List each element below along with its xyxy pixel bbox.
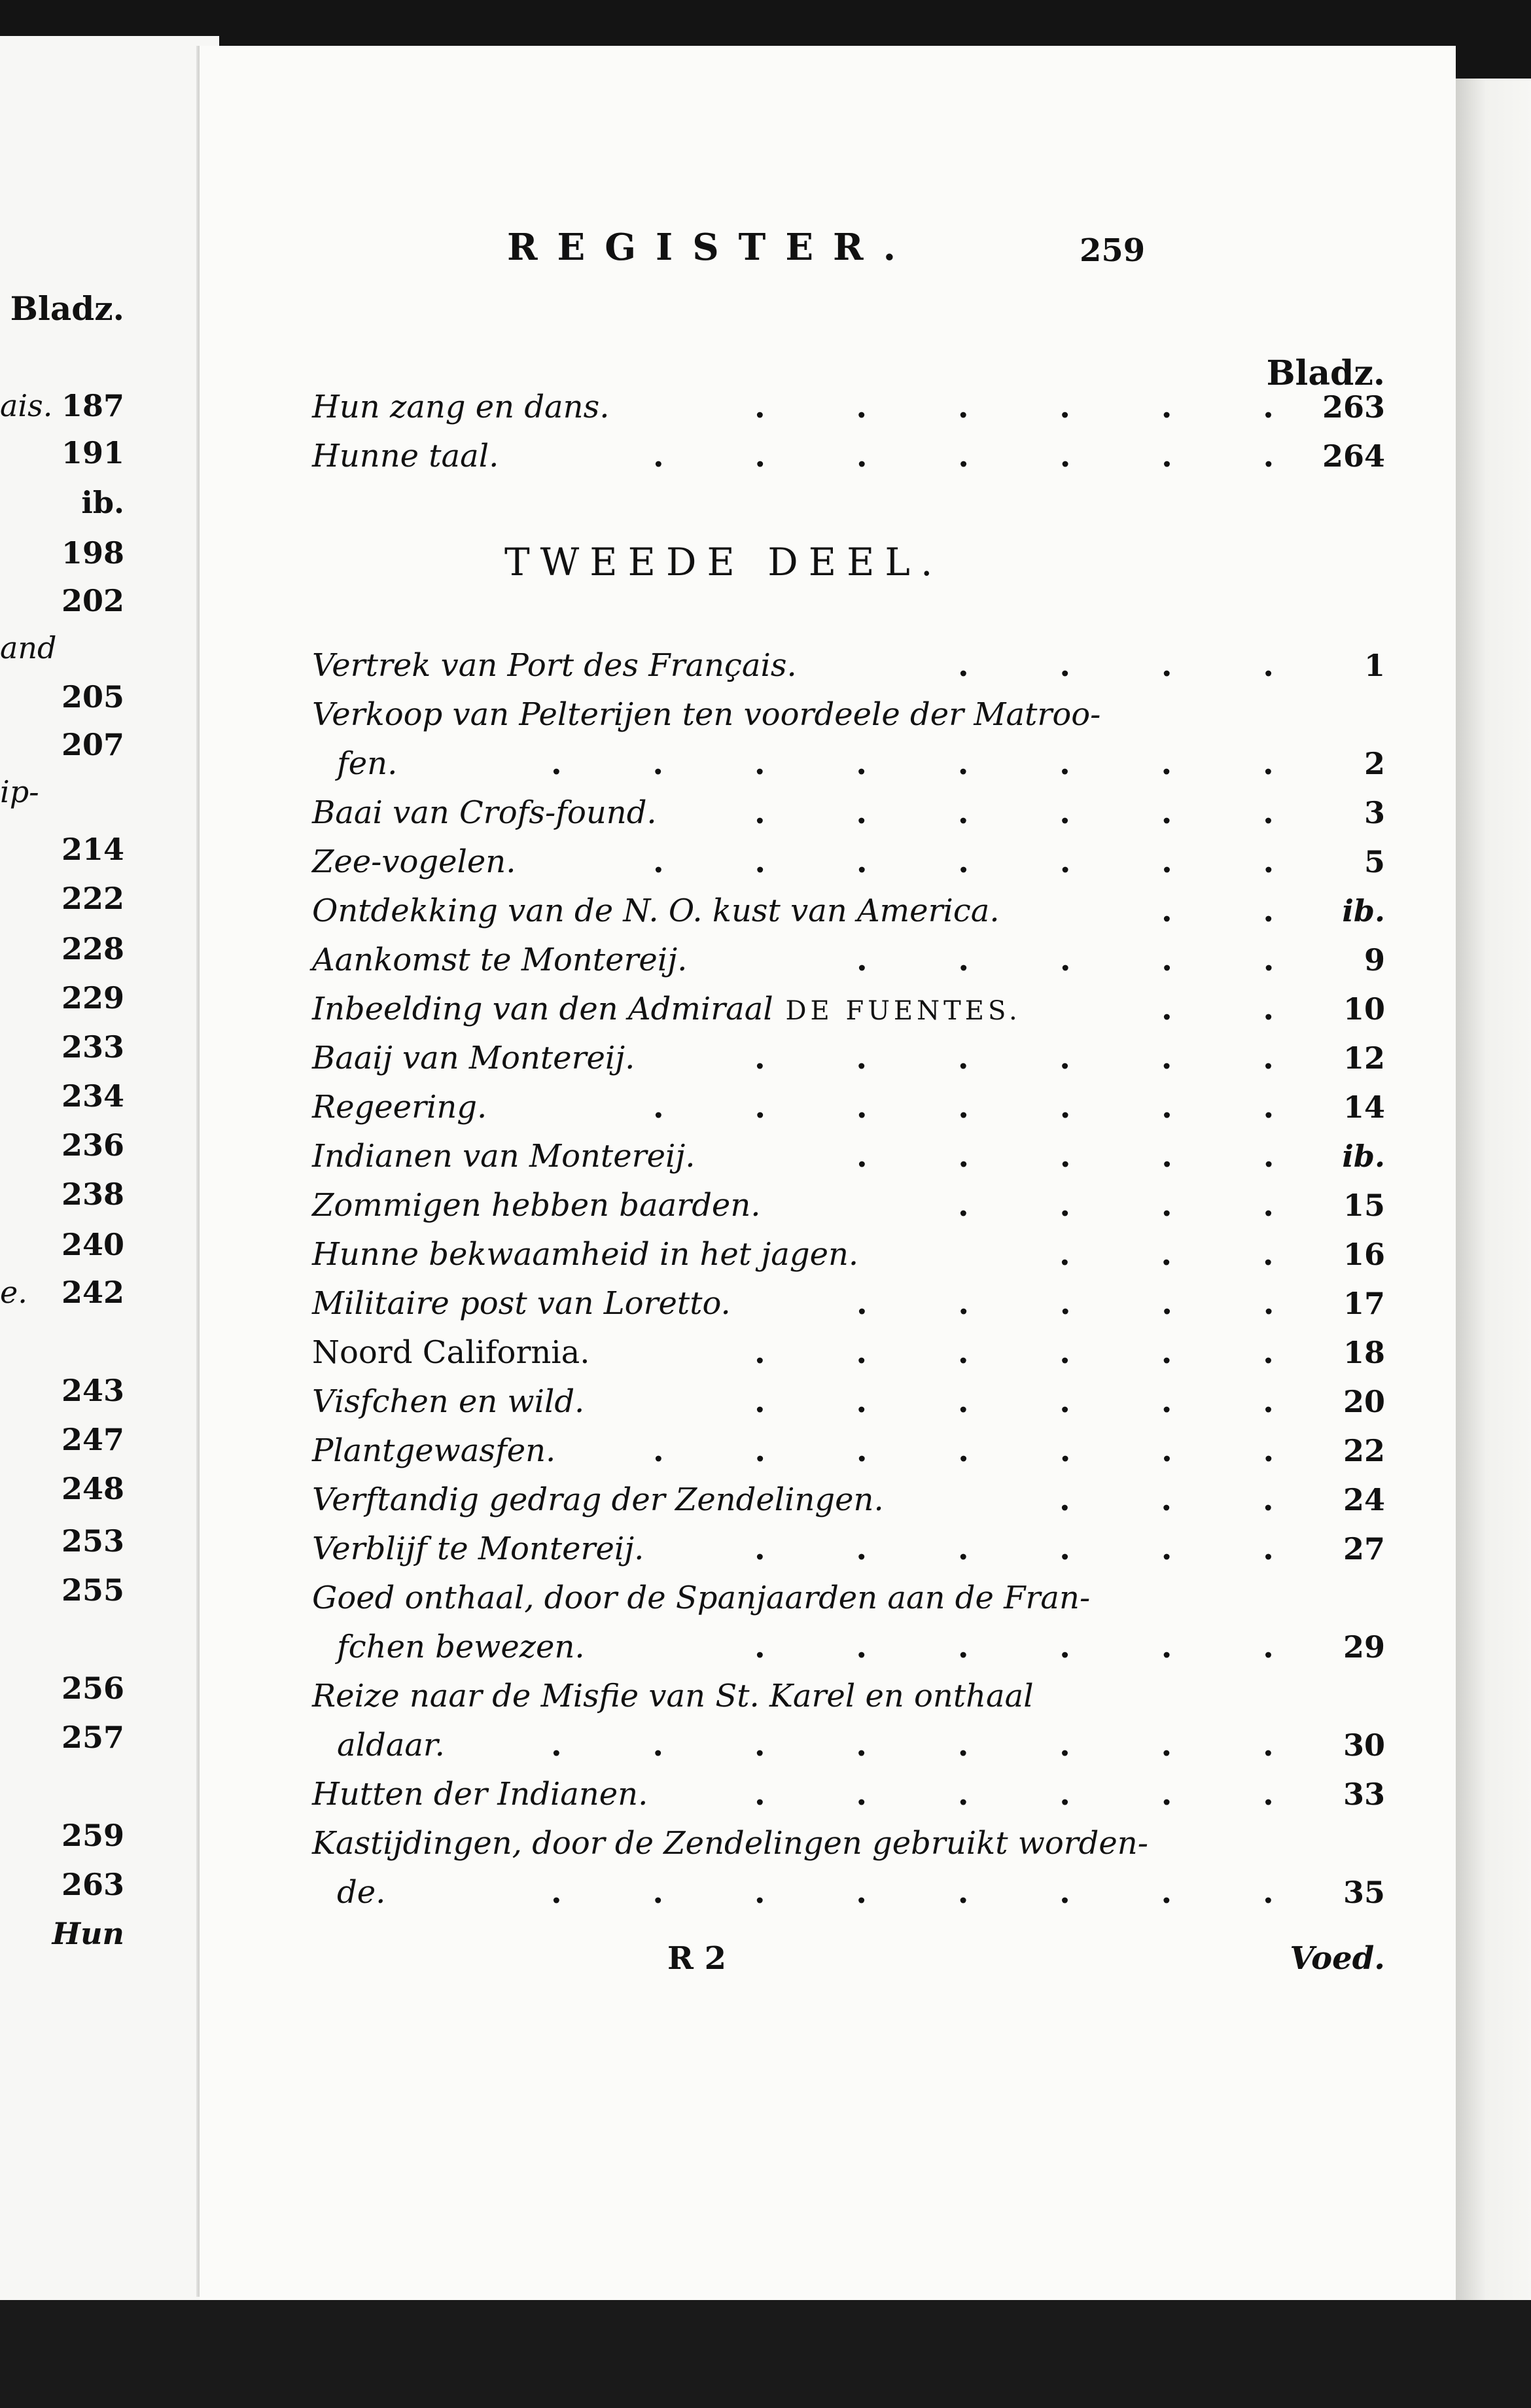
register-entry	[312, 1721, 1385, 1770]
entry-text: Regeering.	[312, 1089, 487, 1125]
next-page-edge	[1456, 79, 1531, 2329]
left-page-number: 191	[61, 435, 124, 470]
entry-title	[312, 1279, 731, 1328]
entry-page-number: 18	[1343, 1335, 1385, 1370]
signature-mark: R 2	[667, 1940, 726, 1977]
register-entry	[312, 1819, 1385, 1868]
left-page-number: 248	[61, 1471, 124, 1506]
entry-title	[312, 383, 609, 432]
page-number: 259	[1080, 232, 1146, 269]
leader-dots: . . . . .	[856, 1138, 1275, 1175]
leader-dots: . . . . . .	[754, 1383, 1274, 1420]
entry-page-number: 22	[1343, 1433, 1385, 1468]
entry-page-number: 20	[1343, 1384, 1385, 1419]
entry-title	[312, 1525, 644, 1574]
entry-text: Indianen van Montereij.	[312, 1138, 695, 1175]
leader-dots: . . . . . .	[754, 389, 1274, 425]
register-entry	[312, 1476, 1385, 1525]
entry-text: Noord California.	[312, 1334, 590, 1371]
entry-title	[312, 1476, 884, 1525]
entry-title	[312, 1230, 858, 1279]
left-line-fragment: ip-	[0, 774, 39, 809]
leader-dots: . . . . . . . .	[551, 1874, 1274, 1911]
register-entry	[312, 641, 1385, 690]
leader-dots: . . . . . .	[754, 1776, 1274, 1813]
leader-dots: . . . .	[958, 1187, 1274, 1224]
register-entry	[312, 1574, 1385, 1623]
register-entry	[312, 1181, 1385, 1230]
entry-text: Goed onthaal, door de Spanjaarden aan de Fran-	[312, 1580, 1091, 1616]
entry-title	[312, 887, 1000, 936]
left-page-number: 207	[61, 727, 124, 762]
entry-title	[312, 1034, 635, 1083]
entry-page-number: 14	[1343, 1089, 1385, 1125]
register-entry	[312, 1868, 1385, 1917]
entry-title	[312, 788, 657, 838]
entry-title	[312, 1672, 1034, 1721]
entry-text: Baai van Crofs-found.	[312, 794, 657, 831]
left-page-number: 187	[61, 388, 124, 423]
register-entry	[312, 1770, 1385, 1819]
entry-title	[312, 1083, 487, 1132]
register-page	[200, 46, 1456, 2303]
entry-page-number: 12	[1343, 1040, 1385, 1076]
register-entry	[312, 838, 1385, 887]
entry-title	[312, 1181, 761, 1230]
left-page-number: 222	[61, 881, 124, 916]
left-line-fragment: ais.	[0, 388, 53, 423]
entry-page-number: 35	[1343, 1875, 1385, 1910]
entry-page-number: 10	[1343, 991, 1385, 1027]
left-page-number: 236	[61, 1127, 124, 1163]
entry-text: Aankomst te Montereij.	[312, 942, 688, 978]
register-entry	[312, 1279, 1385, 1328]
entry-page-number: 17	[1343, 1286, 1385, 1321]
entry-text: Vertrek van Port des Français.	[312, 647, 797, 684]
entry-text: Verftandig gedrag der Zendelingen.	[312, 1481, 884, 1518]
entry-page-number: 3	[1364, 795, 1385, 830]
leader-dots: . . . . . . .	[653, 1089, 1275, 1125]
entry-page-number: 15	[1343, 1188, 1385, 1223]
entry-title	[312, 838, 516, 887]
bladz-label: Bladz.	[1266, 353, 1385, 393]
entry-title: de.	[337, 1874, 386, 1911]
scan-bottom-shadow	[0, 2300, 1531, 2408]
entry-text: Hunne taal.	[312, 438, 499, 474]
entry-text: Inbeelding van den Admiraal	[312, 991, 773, 1027]
entry-text: Verkoop van Pelterijen ten voordeele der Matroo-	[312, 696, 1101, 733]
entry-text: Zee-vogelen.	[312, 843, 516, 880]
left-bladz-label: Bladz.	[10, 289, 124, 328]
register-entry	[312, 1377, 1385, 1426]
entry-text: Plantgewasfen.	[312, 1432, 556, 1469]
entry-text: Kastijdingen, door de Zendelingen gebruikt worden-	[312, 1825, 1148, 1862]
entry-title	[312, 1574, 1090, 1623]
catchword: Voed.	[1290, 1940, 1385, 1977]
entry-title	[312, 1426, 555, 1476]
entry-page-number: 9	[1364, 942, 1385, 978]
left-page-number: 229	[61, 980, 124, 1016]
register-entry	[312, 788, 1385, 838]
entry-title	[312, 936, 687, 985]
register-entry	[312, 432, 1385, 481]
left-page-number: 242	[61, 1275, 124, 1310]
register-entry	[312, 1083, 1385, 1132]
leader-dots: . . . . . .	[754, 1334, 1274, 1371]
entry-page-number: 27	[1343, 1531, 1385, 1567]
leader-dots: . . .	[1059, 1481, 1274, 1518]
left-page-number: 247	[61, 1422, 124, 1457]
entry-page-number: ib.	[1342, 893, 1385, 929]
left-page-number: 255	[61, 1572, 124, 1608]
entry-smallcaps-name: DE FUENTES.	[773, 996, 1021, 1026]
entry-text: Reize naar de Misfie van St. Karel en onthaal	[312, 1678, 1034, 1714]
leader-dots: . . . . . .	[754, 1040, 1274, 1076]
entry-page-number: 24	[1343, 1482, 1385, 1517]
entry-text: Verblijf te Montereij.	[312, 1531, 644, 1567]
left-page-number: 233	[61, 1029, 124, 1065]
section-heading: TWEEDE DEEL.	[504, 540, 943, 584]
left-page-number: 253	[61, 1523, 124, 1559]
entry-title	[312, 1377, 584, 1426]
entry-title: fen.	[337, 745, 398, 782]
entry-title	[312, 1819, 1148, 1868]
register-entry	[312, 1132, 1385, 1181]
register-entry	[312, 1034, 1385, 1083]
register-entry	[312, 985, 1385, 1034]
left-page-number: 205	[61, 679, 124, 715]
register-entry	[312, 936, 1385, 985]
entries-part-two	[312, 641, 1385, 1917]
leader-dots: . . .	[1059, 1236, 1274, 1273]
entry-page-number: 1	[1364, 648, 1385, 683]
left-page-number: 257	[61, 1720, 124, 1755]
leader-dots: . . . . . .	[754, 794, 1274, 831]
entry-page-number: 2	[1364, 746, 1385, 781]
entry-text: Hutten der Indianen.	[312, 1776, 648, 1813]
entry-text: Militaire post van Loretto.	[312, 1285, 731, 1322]
left-page-fragment	[0, 36, 219, 2300]
entry-text: Hunne bekwaamheid in het jagen.	[312, 1236, 859, 1273]
entry-page-number: 263	[1322, 389, 1385, 425]
entry-page-number: 264	[1322, 438, 1385, 474]
entry-title	[312, 641, 797, 690]
register-entry	[312, 739, 1385, 788]
entry-page-number: 29	[1343, 1629, 1385, 1665]
entry-title	[312, 432, 499, 481]
register-entry	[312, 383, 1385, 432]
left-line-fragment: e.	[0, 1275, 27, 1310]
entry-title: fchen bewezen.	[337, 1629, 585, 1665]
leader-dots: . . . . .	[856, 942, 1275, 978]
entry-title	[312, 1328, 590, 1377]
register-entry	[312, 1623, 1385, 1672]
leader-dots: . .	[1161, 893, 1275, 929]
leader-dots: . . . . . . .	[653, 843, 1275, 880]
leader-dots: . . . .	[958, 647, 1274, 684]
entry-page-number: 30	[1343, 1727, 1385, 1763]
left-page-number: Hun	[52, 1916, 124, 1951]
left-page-number: 214	[61, 832, 124, 867]
entry-page-number: ib.	[1342, 1139, 1385, 1174]
entry-title: aldaar.	[337, 1727, 445, 1763]
leader-dots: . . . . .	[856, 1285, 1275, 1322]
entry-text: Hun zang en dans.	[312, 389, 610, 425]
left-page-number: ib.	[81, 485, 124, 520]
register-entry	[312, 1672, 1385, 1721]
left-page-number: 202	[61, 583, 124, 618]
leader-dots: . . . . . . .	[653, 1432, 1275, 1469]
left-page-number: 256	[61, 1671, 124, 1706]
left-page-number: 243	[61, 1373, 124, 1408]
entry-text: Zommigen hebben baarden.	[312, 1187, 761, 1224]
left-page-number: 238	[61, 1177, 124, 1212]
leader-dots: . . . . . . . .	[551, 745, 1274, 782]
left-page-number: 228	[61, 931, 124, 966]
left-page-number: 198	[61, 535, 124, 571]
leader-dots: . . . . . . .	[653, 438, 1275, 474]
entries-part-one	[312, 383, 1385, 481]
register-entry	[312, 1426, 1385, 1476]
entry-title	[312, 985, 1021, 1036]
entry-text: Baaij van Montereij.	[312, 1040, 635, 1076]
leader-dots: . . . . . . . .	[551, 1727, 1274, 1763]
left-line-fragment: and	[0, 630, 57, 665]
entry-title	[312, 690, 1100, 739]
register-entry	[312, 690, 1385, 739]
leader-dots: . . . . . .	[754, 1629, 1274, 1665]
entry-title	[312, 1132, 695, 1181]
left-page-number: 263	[61, 1867, 124, 1902]
left-page-number: 259	[61, 1818, 124, 1853]
left-page-number: 240	[61, 1227, 124, 1262]
entry-text: Ontdekking van de N. O. kust van America.	[312, 893, 1000, 929]
entry-page-number: 16	[1343, 1237, 1385, 1272]
entry-page-number: 33	[1343, 1777, 1385, 1812]
register-entry	[312, 887, 1385, 936]
register-entry	[312, 1328, 1385, 1377]
register-entry	[312, 1230, 1385, 1279]
leader-dots: . .	[1161, 991, 1275, 1027]
entry-page-number: 5	[1364, 844, 1385, 879]
leader-dots: . . . . . .	[754, 1531, 1274, 1567]
entry-text: Visfchen en wild.	[312, 1383, 585, 1420]
entry-title	[312, 1770, 648, 1819]
running-head: REGISTER.	[507, 226, 916, 269]
register-entry	[312, 1525, 1385, 1574]
left-page-number: 234	[61, 1078, 124, 1114]
